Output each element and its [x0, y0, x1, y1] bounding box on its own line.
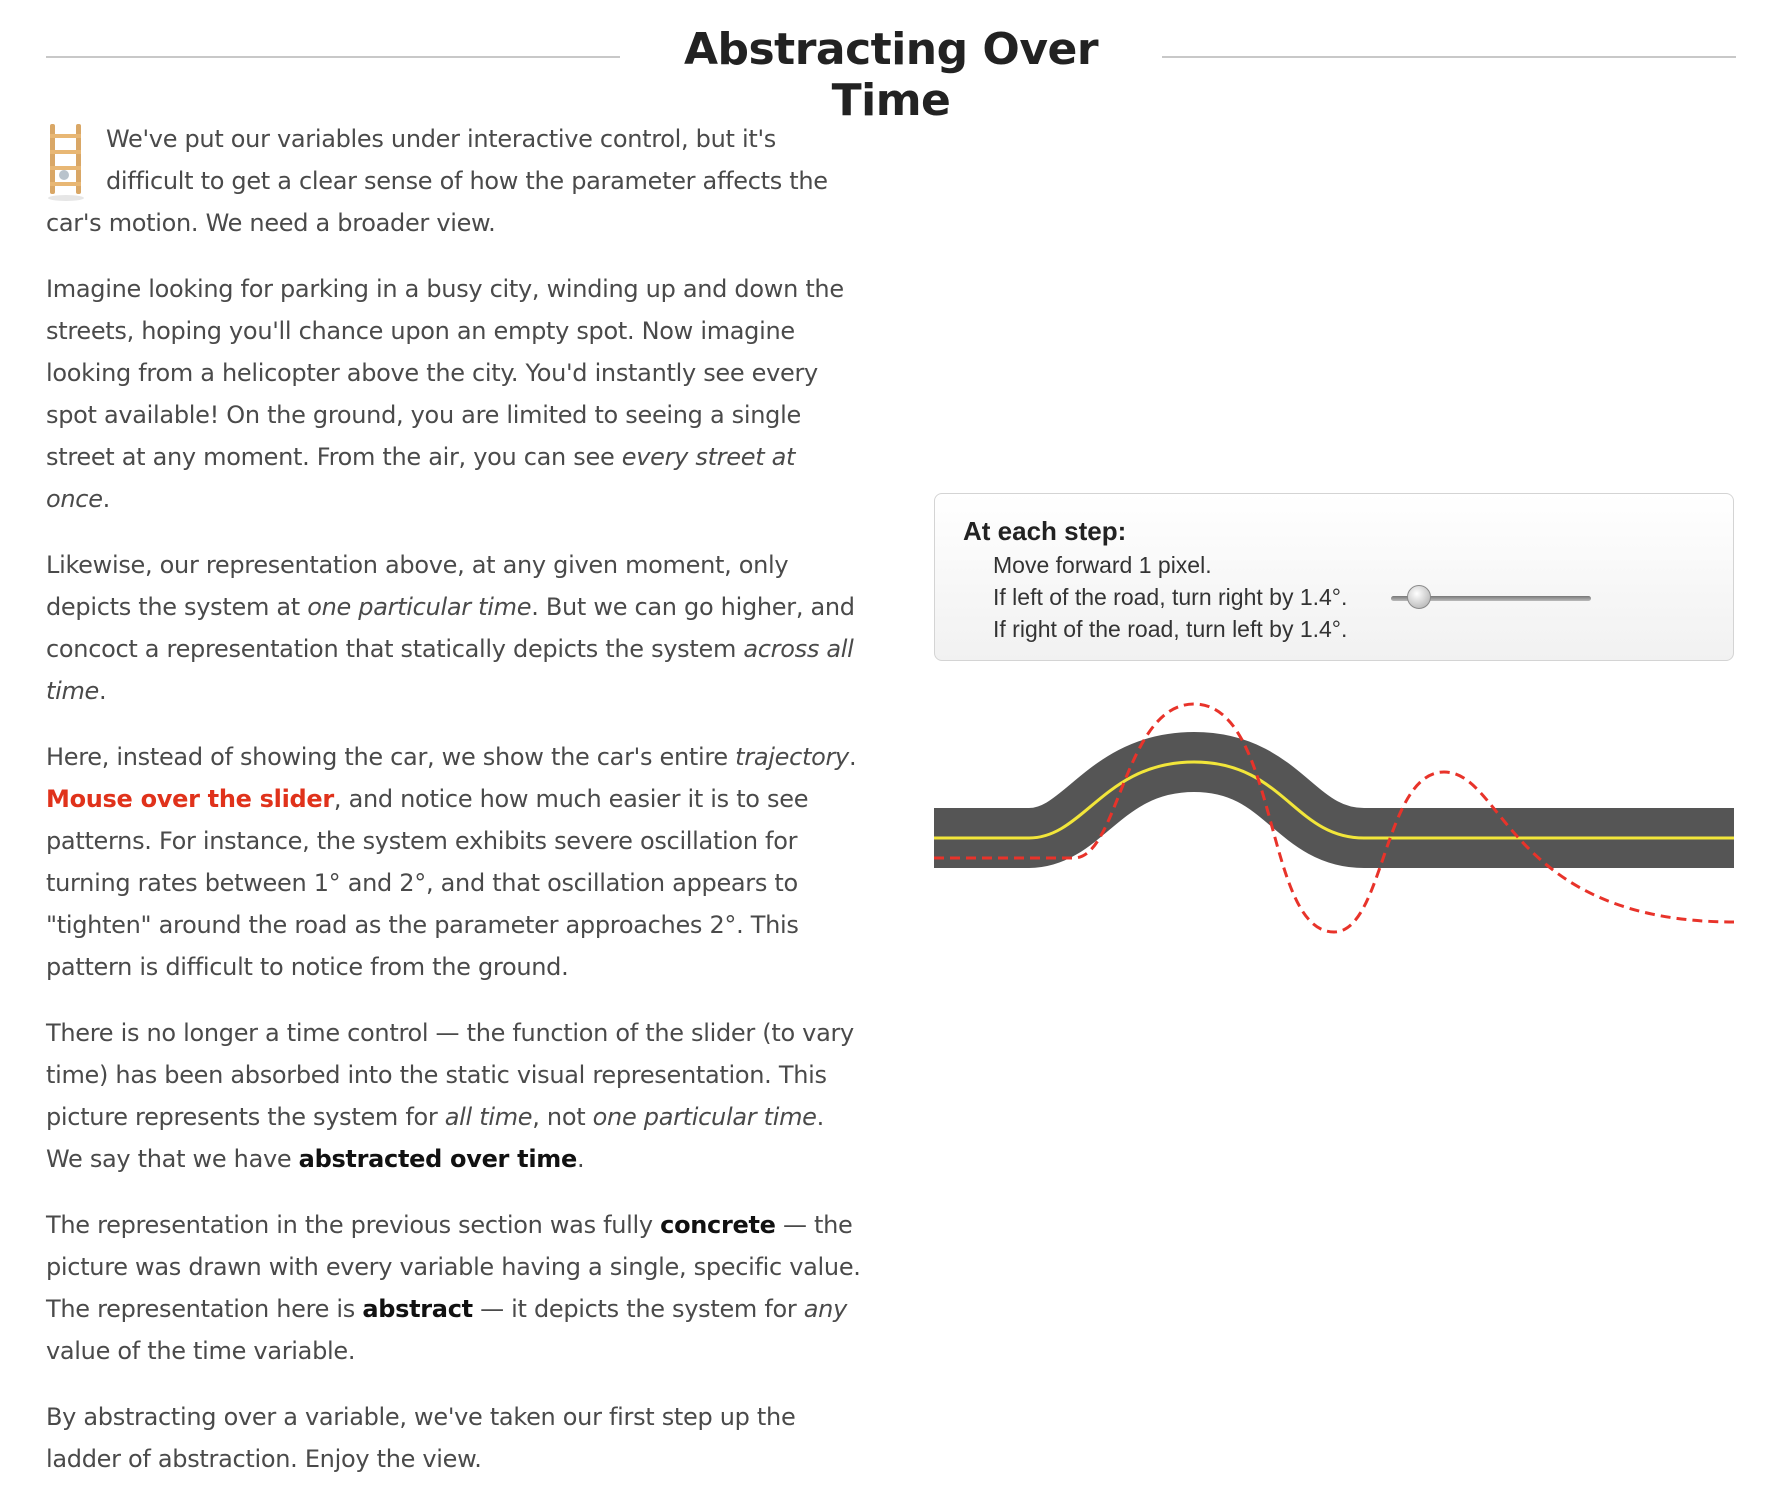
- control-panel: [934, 493, 1734, 661]
- rule-turn-right: If left of the road, turn right by 1.4°.: [993, 584, 1348, 610]
- paragraph-1-text: We've put our variables under interactive control, but it's difficult to get a clear sense of how the parameter affects the car's motion. We need a broader view.: [46, 125, 828, 237]
- heading-rule-left: [46, 56, 620, 58]
- trajectory-diagram: [934, 692, 1734, 962]
- paragraph-1: [46, 118, 866, 244]
- paragraph-3: Likewise, our representation above, at any given moment, only depicts the system at one particular time. But we can go higher, and concoct a representation that statically depicts the system across all time.: [46, 551, 855, 705]
- road: [934, 762, 1734, 838]
- ladder-icon: [42, 122, 92, 202]
- rule-move-forward: Move forward 1 pixel.: [993, 552, 1212, 578]
- paragraph-7: By abstracting over a variable, we've taken our first step up the ladder of abstraction. Enjoy the view.: [46, 1403, 796, 1473]
- panel-title: At each step:: [963, 516, 1127, 546]
- article-text: [46, 118, 866, 1504]
- heading-rule-right: [1162, 56, 1736, 58]
- paragraph-2: Imagine looking for parking in a busy city, winding up and down the streets, hoping you'll chance upon an empty spot. Now imagine looking from a helicopter above the city. You'd instantly see every spot available! On the ground, you are limited to seeing a single street at any moment. From the air, you can see every street at once.: [46, 275, 844, 513]
- paragraph-6: The representation in the previous section was fully concrete — the picture was drawn with every variable having a single, specific value. The representation here is abstract — it depicts the system for any value of the time variable.: [46, 1211, 861, 1365]
- rule-turn-left: If right of the road, turn left by 1.4°.: [993, 616, 1348, 642]
- section-heading: [46, 18, 1736, 126]
- paragraph-4: Here, instead of showing the car, we show the car's entire trajectory. Mouse over the slider, and notice how much easier it is to see patterns. For instance, the system exhibits severe oscillation for turning rates between 1° and 2°, and that oscillation appears to "tighten" around the road as the parameter approaches 2°. This pattern is difficult to notice from the ground.: [46, 743, 857, 981]
- page-title: Abstracting Over Time: [683, 24, 1099, 126]
- paragraph-5: There is no longer a time control — the function of the slider (to vary time) has been absorbed into the static visual representation. This picture represents the system for all time, not one particular time. We say that we have abstracted over time.: [46, 1019, 854, 1173]
- mouse-over-slider-hint[interactable]: Mouse over the slider: [46, 785, 334, 813]
- turn-rate-slider-handle[interactable]: [1407, 585, 1431, 609]
